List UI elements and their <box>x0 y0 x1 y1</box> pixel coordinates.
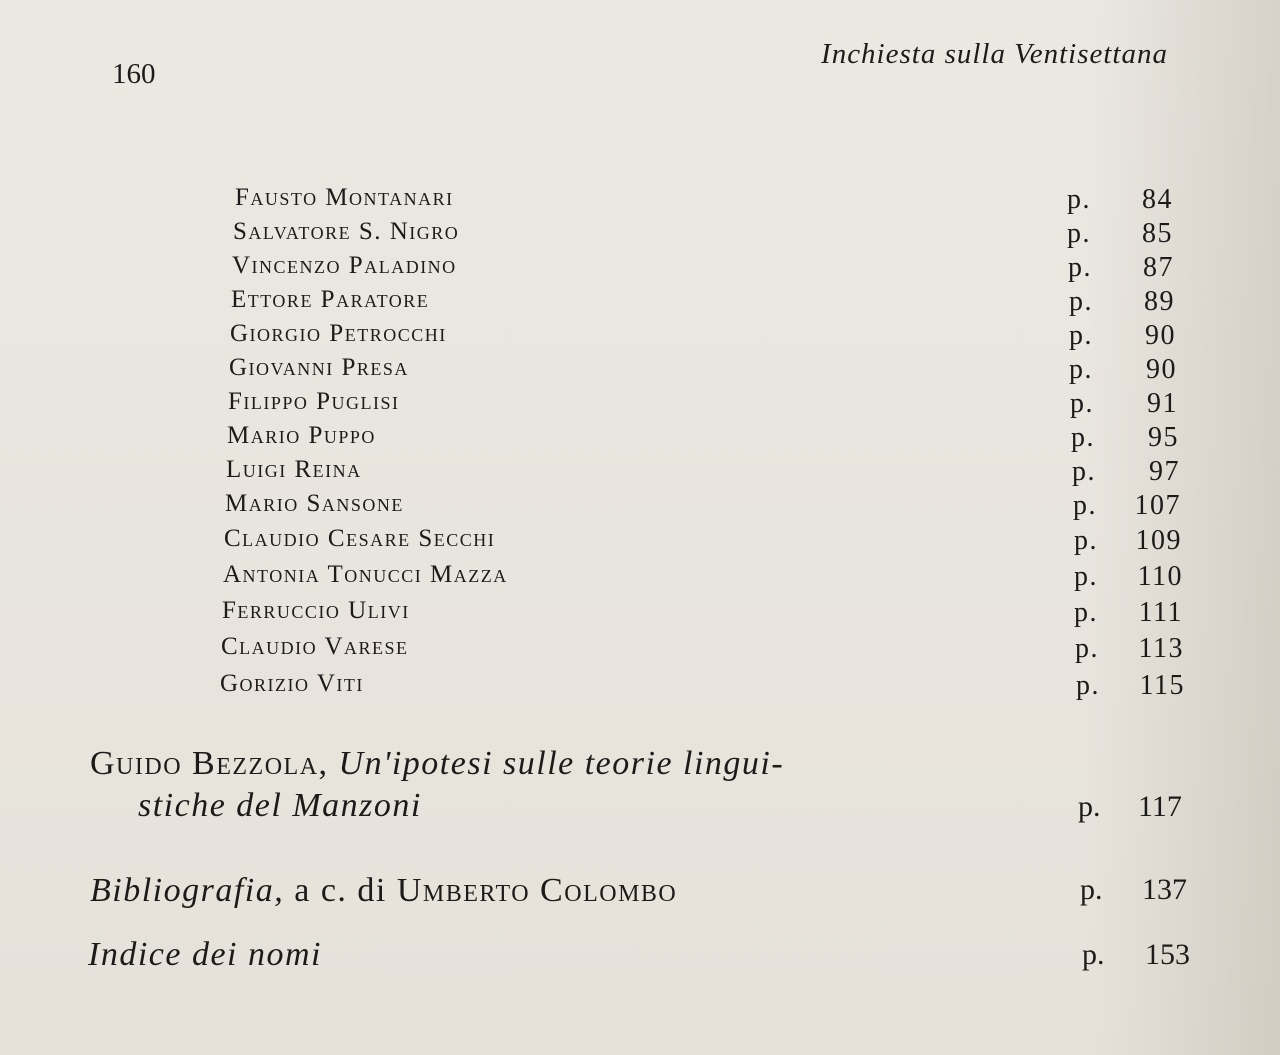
bibliography-editor: Umberto Colombo <box>396 872 678 909</box>
entry-page: 110 <box>1137 561 1183 592</box>
index-entry <box>88 936 322 974</box>
toc-entry <box>223 561 1183 595</box>
entry-p-label: p. <box>1073 490 1097 521</box>
essay-page: 117 <box>1138 790 1182 823</box>
entry-name: Mario Sansone <box>225 490 404 517</box>
toc-entry <box>220 670 1185 704</box>
index-p-label: p. <box>1082 938 1105 971</box>
entry-name: Ettore Paratore <box>231 286 430 313</box>
entry-p-label: p. <box>1069 286 1093 317</box>
entry-page: 107 <box>1134 490 1181 521</box>
entry-page: 84 <box>1142 184 1173 215</box>
entry-p-label: p. <box>1071 422 1095 453</box>
entry-name: Claudio Varese <box>221 633 409 660</box>
toc-entry <box>222 597 1183 631</box>
entry-p-label: p. <box>1076 670 1100 701</box>
entry-page: 85 <box>1142 218 1173 249</box>
page-number: 160 <box>112 58 156 90</box>
essay-entry-line1 <box>90 745 784 783</box>
bibliography-entry <box>90 872 677 910</box>
entry-page: 97 <box>1149 456 1180 487</box>
entry-name: Ferruccio Ulivi <box>222 597 410 624</box>
entry-p-label: p. <box>1067 218 1091 249</box>
entry-p-label: p. <box>1069 320 1093 351</box>
entry-p-label: p. <box>1068 252 1092 283</box>
entry-page: 109 <box>1135 525 1182 556</box>
entry-page: 87 <box>1143 252 1174 283</box>
entry-page: 113 <box>1138 633 1184 664</box>
entry-name: Gorizio Viti <box>220 670 364 697</box>
entry-name: Luigi Reina <box>226 456 362 483</box>
entry-p-label: p. <box>1075 633 1099 664</box>
entry-name: Fausto Montanari <box>235 184 454 211</box>
essay-title-line2: stiche del Manzoni <box>138 787 422 824</box>
entry-p-label: p. <box>1069 354 1093 385</box>
essay-entry-line2 <box>138 787 422 825</box>
entry-name: Giorgio Petrocchi <box>230 320 447 347</box>
toc-entry <box>232 252 1182 286</box>
entry-page: 115 <box>1139 670 1185 701</box>
entry-name: Filippo Puglisi <box>228 388 400 415</box>
bibliography-page: 137 <box>1142 873 1187 906</box>
entry-page: 95 <box>1148 422 1179 453</box>
toc-entry <box>224 525 1182 559</box>
toc-entry <box>235 184 1185 218</box>
entry-p-label: p. <box>1074 561 1098 592</box>
entry-p-label: p. <box>1070 388 1094 419</box>
entry-name: Claudio Cesare Secchi <box>224 525 496 552</box>
essay-title-line1: Un'ipotesi sulle teorie lingui- <box>338 745 785 782</box>
entry-page: 89 <box>1144 286 1175 317</box>
index-label: Indice dei nomi <box>88 936 322 973</box>
toc-entry <box>231 286 1181 320</box>
entry-name: Mario Puppo <box>227 422 376 449</box>
toc-entry <box>233 218 1183 252</box>
bibliography-label: Bibliografia, <box>90 872 285 909</box>
bibliography-p-label: p. <box>1080 873 1103 906</box>
entry-p-label: p. <box>1074 525 1098 556</box>
entry-p-label: p. <box>1074 597 1098 628</box>
entry-page: 91 <box>1147 388 1178 419</box>
entry-page: 90 <box>1146 354 1177 385</box>
bibliography-by: a c. di <box>294 872 387 909</box>
entry-name: Antonia Tonucci Mazza <box>223 561 508 588</box>
entry-p-label: p. <box>1067 184 1091 215</box>
toc-entry <box>225 490 1181 524</box>
toc-entry <box>228 388 1178 422</box>
essay-author: Guido Bezzola <box>90 745 319 782</box>
toc-entry <box>229 354 1179 388</box>
entry-p-label: p. <box>1072 456 1096 487</box>
entry-page: 90 <box>1145 320 1176 351</box>
entry-name: Giovanni Presa <box>229 354 409 381</box>
running-head: Inchiesta sulla Ventisettana <box>821 38 1168 70</box>
index-page: 153 <box>1145 938 1190 971</box>
toc-entry <box>226 456 1180 490</box>
toc-entry <box>221 633 1184 667</box>
entry-name: Salvatore S. Nigro <box>233 218 460 245</box>
entry-name: Vincenzo Paladino <box>232 252 457 279</box>
essay-comma: , <box>318 745 329 782</box>
toc-entry <box>230 320 1180 354</box>
essay-p-label: p. <box>1078 790 1101 823</box>
entry-page: 111 <box>1138 597 1183 628</box>
toc-entry <box>227 422 1177 456</box>
